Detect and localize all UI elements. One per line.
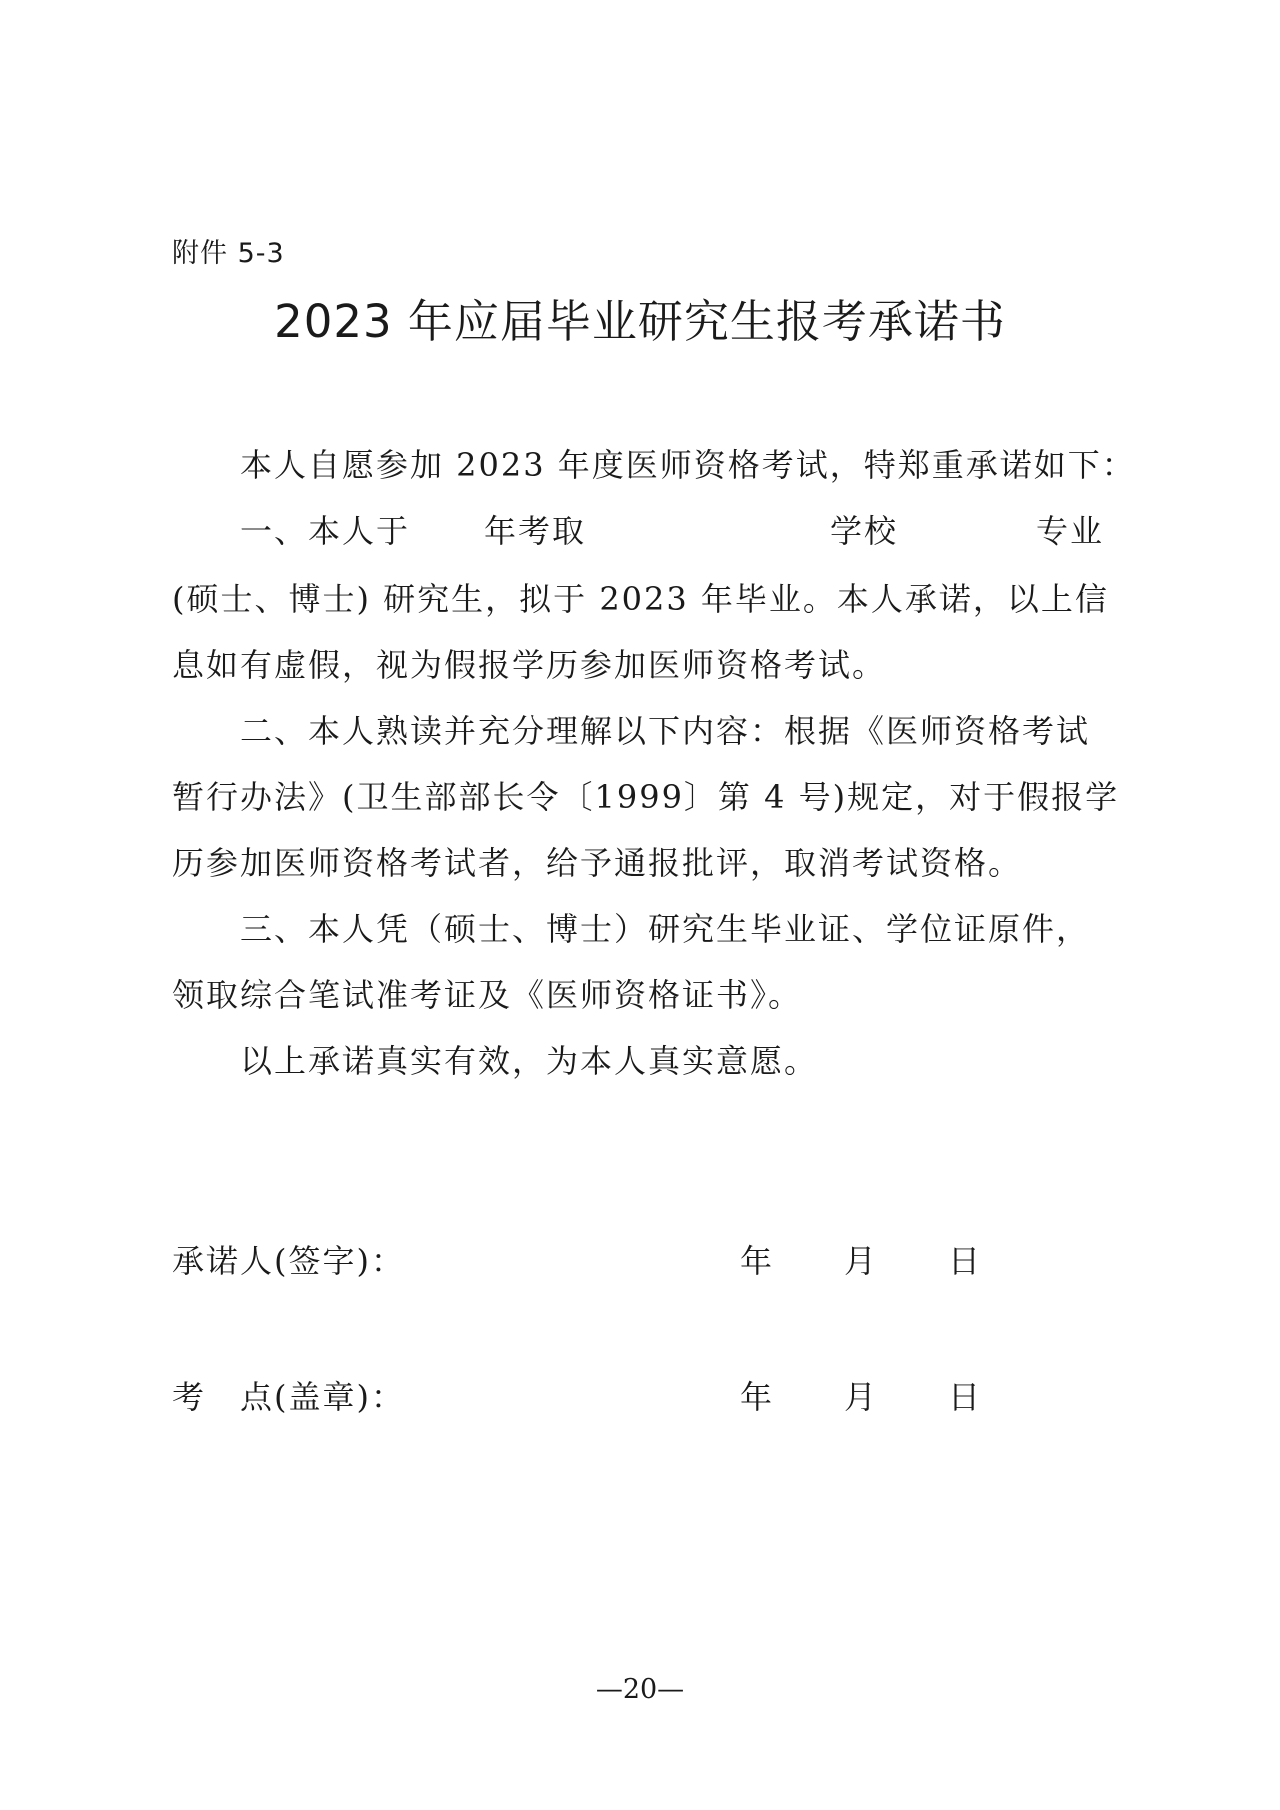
item3-line1: 三、本人凭（硕士、博士）研究生毕业证、学位证原件，	[240, 910, 1091, 948]
site-month-label: 月	[844, 1378, 879, 1416]
item1-line1	[240, 498, 1105, 564]
item1-part-b: 年考取	[484, 512, 587, 550]
intro-paragraph: 本人自愿参加 2023 年度医师资格考试，特郑重承诺如下：	[240, 446, 1136, 484]
attachment-label: 附件 5-3	[172, 238, 285, 269]
item1-part-c: 学校	[830, 512, 899, 550]
page-number: —20—	[595, 1674, 685, 1705]
document-title: 2023 年应届毕业研究生报考承诺书	[274, 295, 1006, 348]
item2-line2: 暂行办法》(卫生部部长令〔1999〕第 4 号)规定，对于假报学	[172, 778, 1120, 816]
exam-site-seal-label: 考 点(盖章)：	[172, 1378, 405, 1416]
site-day-label: 日	[948, 1378, 983, 1416]
closing-statement: 以上承诺真实有效，为本人真实意愿。	[240, 1042, 819, 1080]
item2-line1: 二、本人熟读并充分理解以下内容：根据《医师资格考试	[240, 712, 1091, 750]
item1-line2: (硕士、博士) 研究生，拟于 2023 年毕业。本人承诺，以上信	[172, 580, 1109, 618]
promisor-signature-label: 承诺人(签字)：	[172, 1242, 405, 1280]
promisor-day-label: 日	[948, 1242, 983, 1280]
item1-line3: 息如有虚假，视为假报学历参加医师资格考试。	[172, 646, 887, 684]
item1-part-a: 一、本人于	[240, 512, 411, 550]
item3-line2: 领取综合笔试准考证及《医师资格证书》。	[172, 976, 803, 1014]
site-year-label: 年	[740, 1378, 775, 1416]
promisor-month-label: 月	[844, 1242, 879, 1280]
item2-line3: 历参加医师资格考试者，给予通报批评，取消考试资格。	[172, 844, 1023, 882]
promisor-year-label: 年	[740, 1242, 775, 1280]
item1-part-d: 专业	[1036, 512, 1105, 550]
